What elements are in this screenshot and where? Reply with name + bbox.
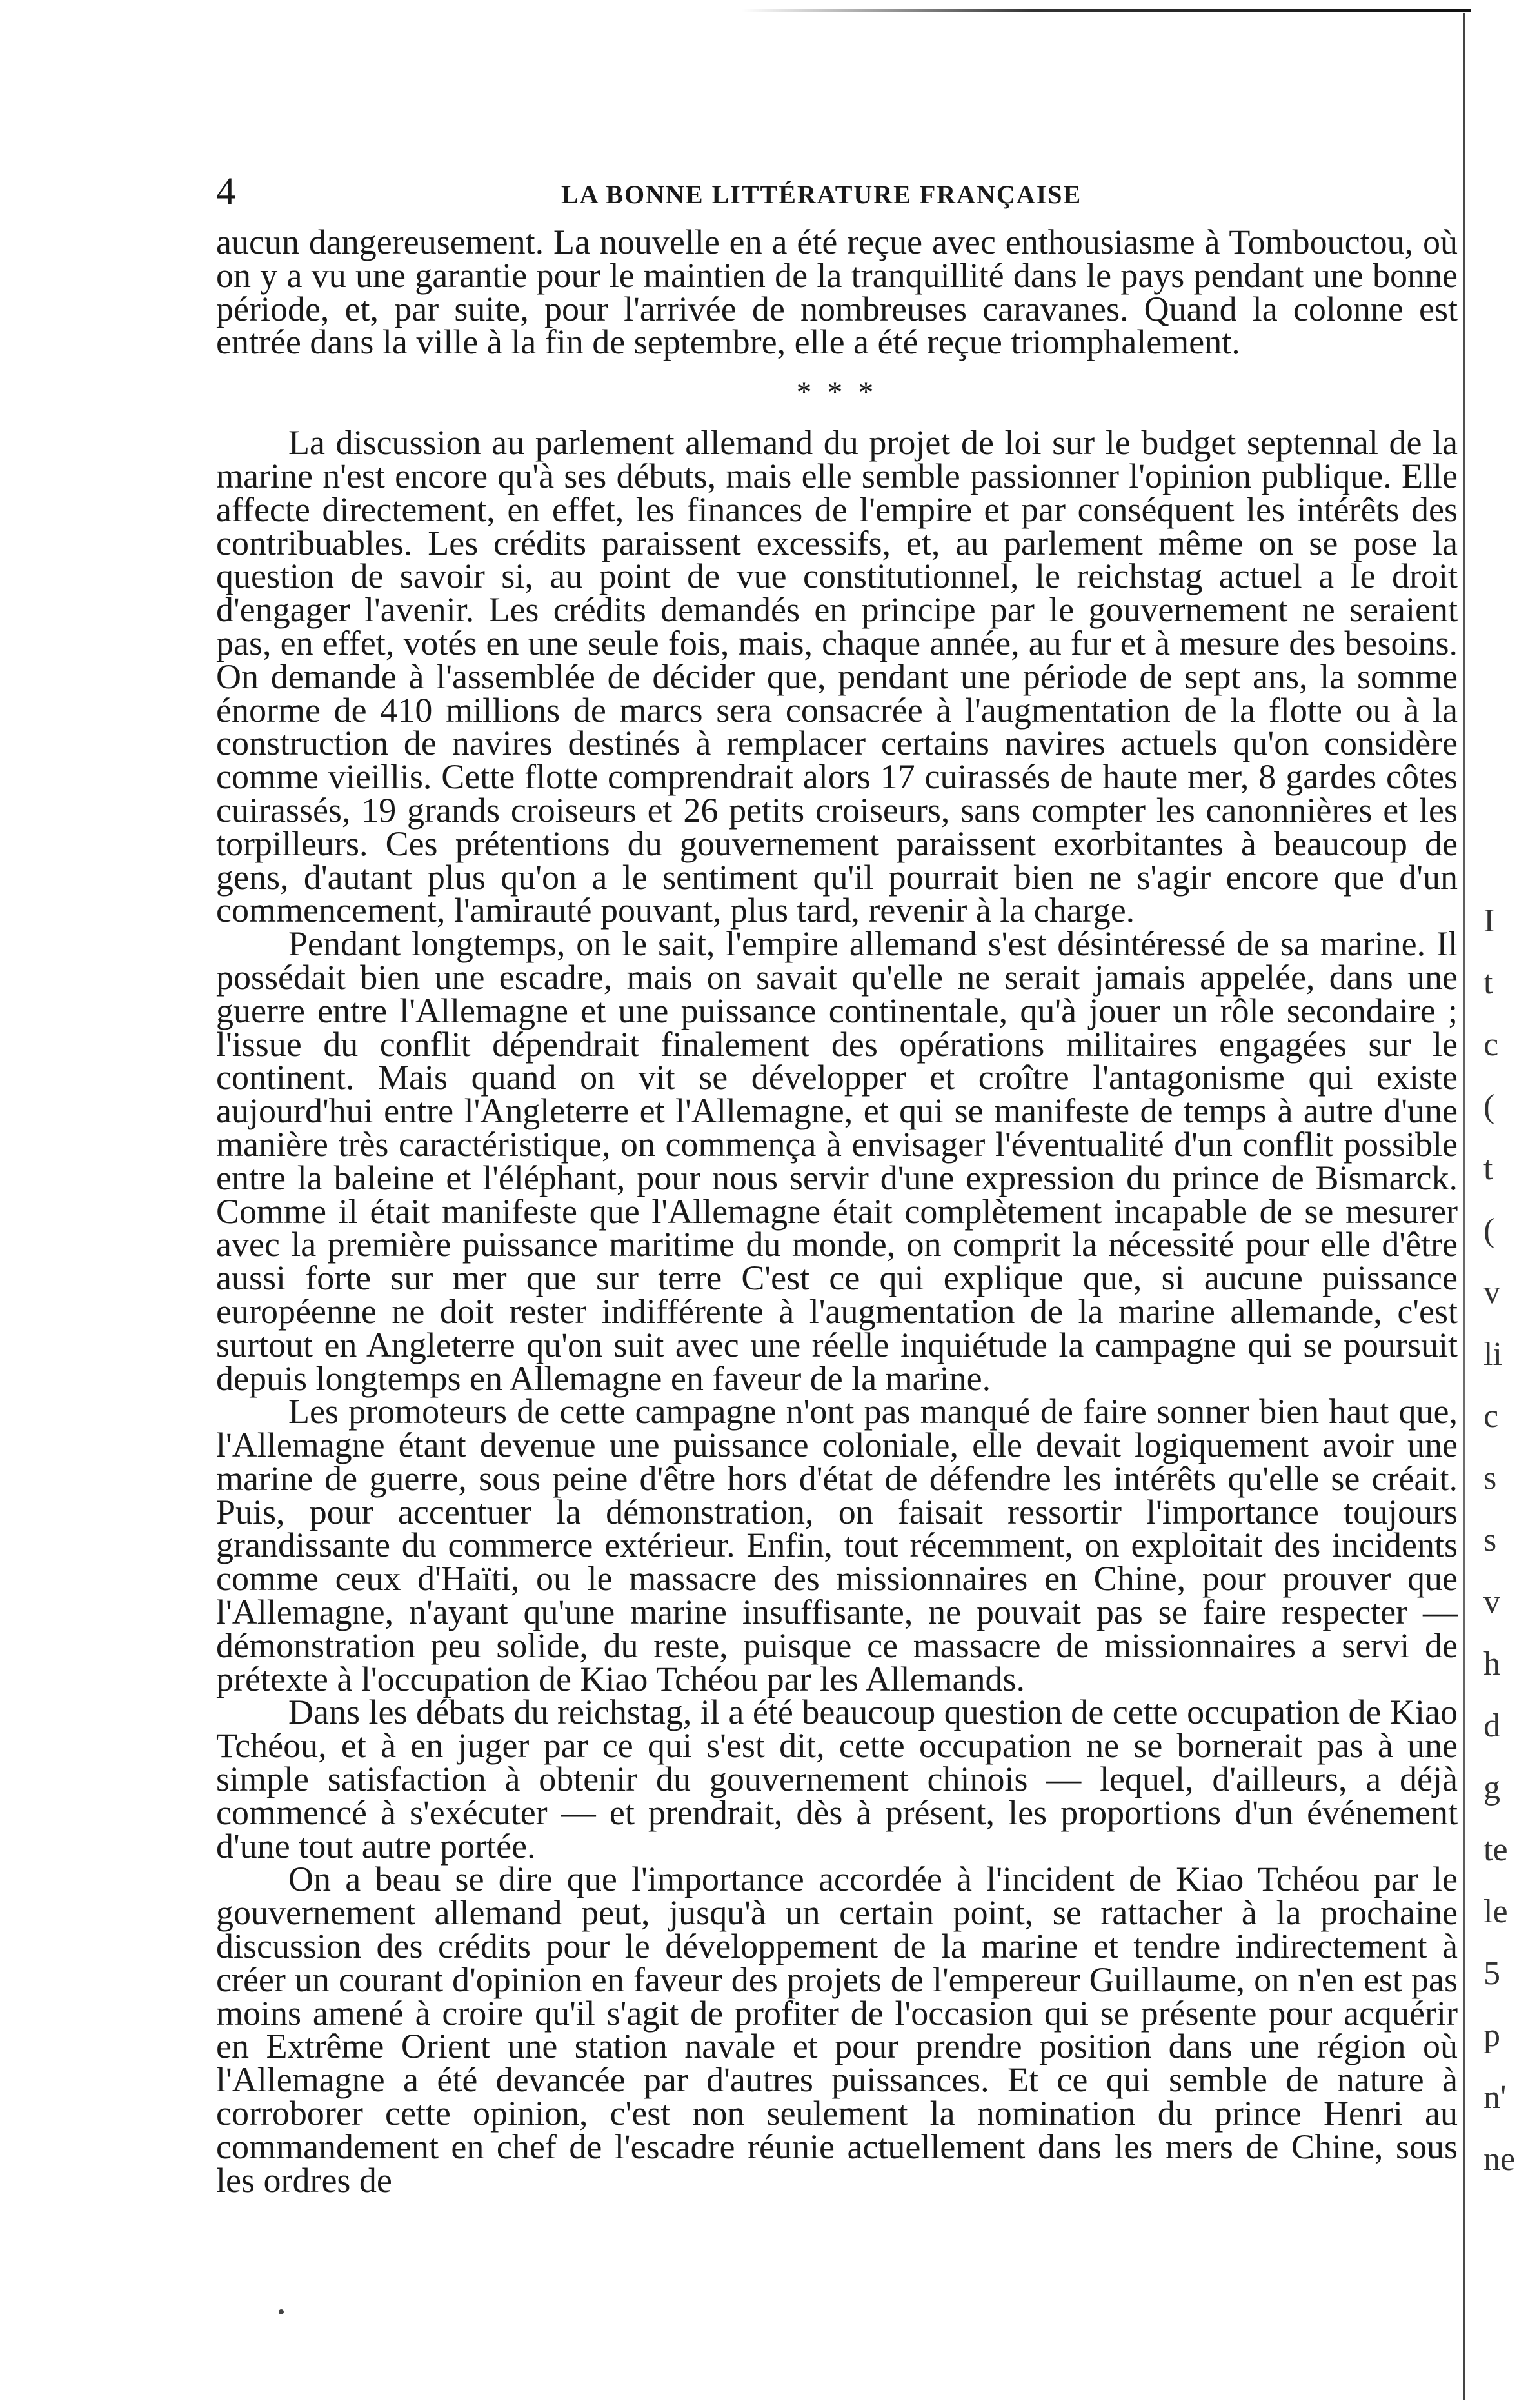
margin-fragment: le	[1483, 1893, 1508, 1930]
paragraph: On a beau se dire que l'importance accordée à l'incident de Kiao Tchéou par le gouvernement allemand peut, jusqu'à un certain point, se rattacher à la prochaine discussion des crédits pour le développement de la marine et tendre indirectement à créer un courant d'opinion en faveur des projets de l'empereur Guillaume, on n'en est pas moins amené à croire qu'il s'agit de profiter de l'occasion qui se présente pour acquérir en Extrême Orient une station navale et pour prendre position dans une région où l'Allemagne a été devancée par d'autres puissances. Et ce qui semble de nature à corroborer cette opinion, c'est non seulement la nomination du prince Henri au commandement en chef de l'escadre réunie actuellement dans les mers de Chine, sous les ordres de	[216, 1860, 1458, 2200]
margin-fragment: I	[1483, 902, 1495, 939]
section-separator	[216, 359, 1458, 426]
body-text	[216, 223, 1458, 2200]
margin-fragment: ne	[1483, 2141, 1516, 2178]
paragraph-continuation: aucun dangereusement. La nouvelle en a été reçue avec enthousiasme à Tombouctou, où on y a vu une garantie pour le maintien de la tranquillité dans le pays pendant une bonne période, et, par suite, pour l'arrivée de nombreuses caravanes. Quand la colonne est entrée dans la ville à la fin de septembre, elle a été reçue triomphalement.	[216, 223, 1458, 362]
margin-fragment: p	[1483, 2017, 1500, 2054]
paragraph: Dans les débats du reichstag, il a été beaucoup question de cette occupation de Kiao Tchéou, et à en juger par ce qui s'est dit, cette occupation ne se bornerait pas à une simple satisfaction à obtenir du gouvernement chinois — lequel, d'ailleurs, a déjà commencé à s'exécuter — et prendrait, dès à présent, les proportions d'un événement d'une tout autre portée.	[216, 1693, 1458, 1866]
facing-page-fragments	[1483, 890, 1522, 2374]
paragraph: Les promoteurs de cette campagne n'ont pas manqué de faire sonner bien haut que, l'Allemagne étant devenue une puissance coloniale, elle devait logiquement avoir une marine de guerre, sous peine d'être hors d'état de défendre les intérêts qu'elle se créait. Puis, pour accentuer la démonstration, on faisait ressortir l'importance toujours grandissante du commerce extérieur. Enfin, tout récemment, on exploitait des incidents comme ceux d'Haïti, ou le massacre des missionnaires en Chine, pour prouver que l'Allemagne, n'ayant qu'une marine insuffisante, ne pouvait pas se faire respecter — démonstration peu solide, du reste, puisque ce massacre de missionnaires a servi de prétexte à l'occupation de Kiao Tchéou par les Allemands.	[216, 1392, 1458, 1698]
margin-fragment: n'	[1483, 2079, 1507, 2116]
margin-fragment: c	[1483, 1398, 1499, 1435]
margin-fragment: (	[1483, 1212, 1495, 1249]
running-head: LA BONNE LITTÉRATURE FRANÇAISE	[561, 180, 1082, 209]
top-rule	[742, 9, 1471, 12]
margin-fragment: 5	[1483, 1955, 1500, 1992]
margin-fragment: v	[1483, 1584, 1500, 1620]
margin-fragment: s	[1483, 1460, 1497, 1497]
margin-fragment: te	[1483, 1831, 1508, 1868]
margin-fragment: h	[1483, 1646, 1500, 1682]
margin-fragment: c	[1483, 1026, 1499, 1063]
ink-speck	[279, 2309, 284, 2314]
paragraph: La discussion au parlement allemand du projet de loi sur le budget septennal de la marine n'est encore qu'à ses débuts, mais elle semble passionner l'opinion publique. Elle affecte directement, en effet, les finances de l'empire et par conséquent les intérêts des contribuables. Les crédits paraissent excessifs, et, au parlement même on se pose la question de savoir si, au point de vue constitutionnel, le reichstag actuel a le droit d'engager l'avenir. Les crédits demandés en principe par le gouvernement ne seraient pas, en effet, votés en une seule fois, mais, chaque année, au fur et à mesure des besoins. On demande à l'assemblée de décider que, pendant une période de sept ans, la somme énorme de 410 millions de marcs sera consacrée à l'augmentation de la flotte ou à la construction de navires destinés à remplacer certains navires actuels qu'on considère comme vieillis. Cette flotte comprendrait alors 17 cuirassés de haute mer, 8 gardes côtes cuirassés, 19 grands croiseurs et 26 petits croiseurs, sans compter les canonnières et les torpilleurs. Ces prétentions du gouvernement paraissent exorbitantes à beaucoup de gens, d'autant plus qu'on a le sentiment qu'il pourrait bien ne s'agir encore que d'un commencement, l'amirauté pouvant, plus tard, revenir à la charge.	[216, 423, 1458, 930]
margin-fragment: d	[1483, 1707, 1500, 1744]
margin-fragment: s	[1483, 1522, 1497, 1558]
margin-fragment: t	[1483, 1150, 1493, 1187]
page-number: 4	[216, 170, 235, 212]
margin-fragment: v	[1483, 1274, 1500, 1311]
binding-edge-rule	[1463, 13, 1465, 2400]
margin-fragment: li	[1483, 1336, 1502, 1373]
margin-fragment: (	[1483, 1088, 1495, 1125]
margin-fragment: g	[1483, 1769, 1500, 1806]
separator-stars: * * *	[796, 375, 878, 410]
paragraph: Pendant longtemps, on le sait, l'empire allemand s'est désintéressé de sa marine. Il possédait bien une escadre, mais on savait qu'elle ne serait jamais appelée, dans une guerre entre l'Allemagne et une puissance continentale, qu'à jouer un rôle secondaire ; l'issue du conflit dépendrait finalement des opérations militaires engagées sur le continent. Mais quand on vit se développer et croître l'antagonisme qui existe aujourd'hui entre l'Angleterre et l'Allemagne, et qui se manifeste de temps à autre d'une manière très caractéristique, on commença à envisager l'éventualité d'un conflit possible entre la baleine et l'éléphant, pour nous servir d'une expression du prince de Bismarck. Comme il était manifeste que l'Allemagne était complètement incapable de se mesurer avec la première puissance maritime du monde, on comprit la nécessité pour elle d'être aussi forte sur mer que sur terre C'est ce qui explique que, si aucune puissance européenne ne doit rester indifférente à l'augmentation de la marine allemande, c'est surtout en Angleterre qu'on suit avec une réelle inquiétude la campagne qui se poursuit depuis longtemps en Allemagne en faveur de la marine.	[216, 924, 1458, 1398]
margin-fragment: t	[1483, 964, 1493, 1001]
